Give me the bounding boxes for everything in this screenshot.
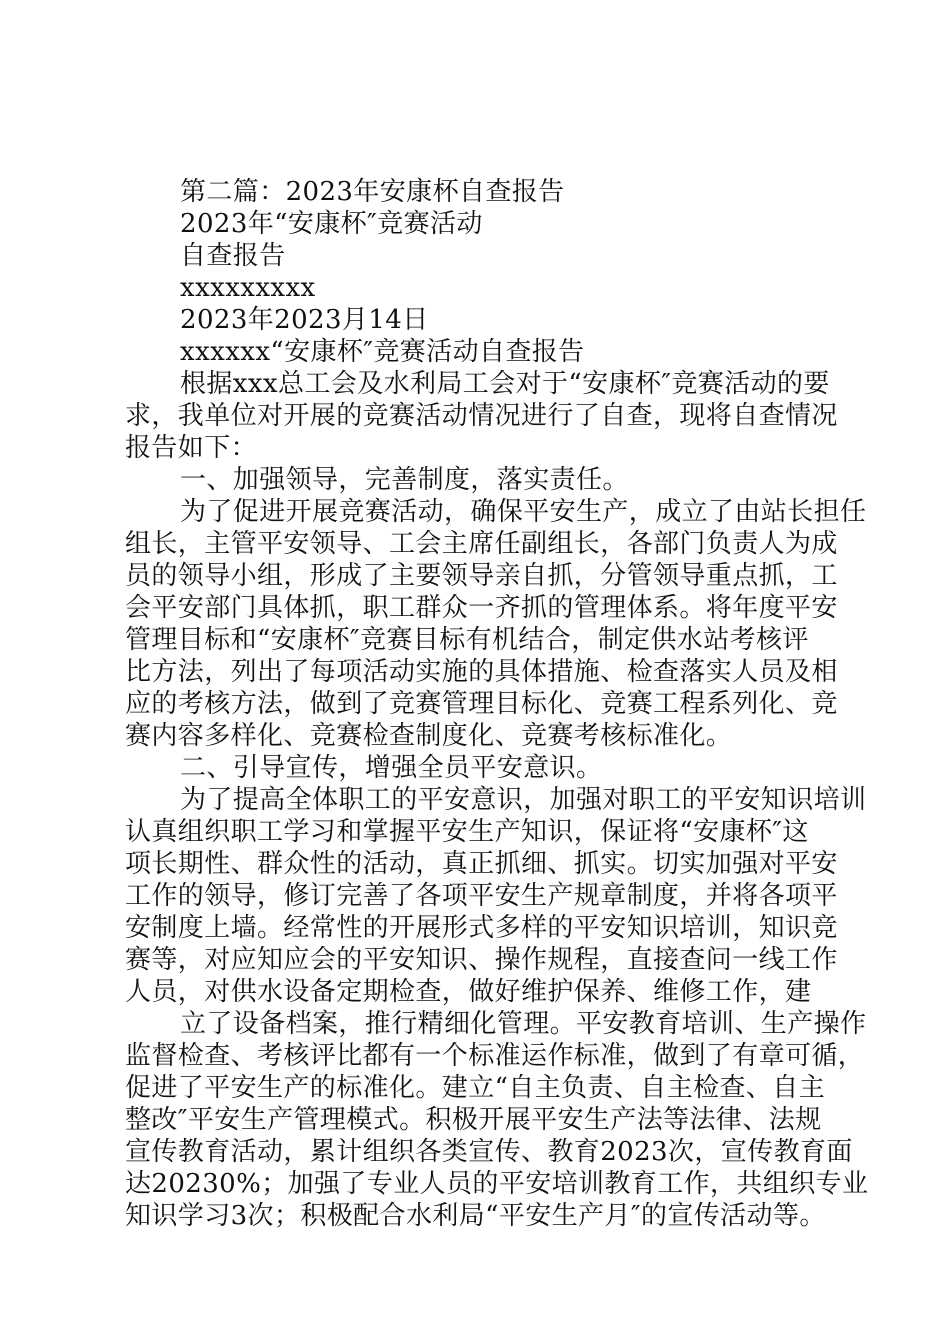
section1-line-5: 管理目标和“安康杯″竞赛目标有机结合，制定供水站考核评 <box>125 625 809 655</box>
section2-line-4: 工作的领导，修订完善了各项平安生产规章制度，并将各项平 <box>125 881 838 911</box>
section2-line-11: 整改″平安生产管理模式。积极开展平安生产法等法律、法规 <box>125 1105 822 1135</box>
section1-line-7: 应的考核方法，做到了竞赛管理目标化、竞赛工程系列化、竞 <box>125 689 838 719</box>
section-heading-1: 一、加强领导，完善制度，落实责任。 <box>180 465 629 495</box>
section-heading-2: 二、引导宣传，增强全员平安意识。 <box>180 753 603 783</box>
section2-line-9: 监督检查、考核评比都有一个标准运作标准，做到了有章可循， <box>125 1041 865 1071</box>
report-title-line-1: 2023年“安康杯″竞赛活动 <box>180 209 483 239</box>
section2-line-5: 安制度上墙。经常性的开展形式多样的平安知识培训，知识竞 <box>125 913 838 943</box>
section2-line-14: 知识学习3次；积极配合水利局“平安生产月″的宣传活动等。 <box>125 1201 826 1231</box>
section2-line-12: 宣传教育活动，累计组织各类宣传、教育2023次，宣传教育面 <box>125 1137 853 1167</box>
section1-line-1: 为了促进开展竞赛活动，确保平安生产，成立了由站长担任 <box>180 497 867 527</box>
intro-line-2: 求，我单位对开展的竞赛活动情况进行了自查，现将自查情况 <box>125 401 838 431</box>
report-date: 2023年2023月14日 <box>180 305 429 335</box>
intro-line-3: 报告如下： <box>125 433 258 463</box>
section2-line-7: 人员，对供水设备定期检查，做好维护保养、维修工作，建 <box>125 977 812 1007</box>
section1-line-6: 比方法，列出了每项活动实施的具体措施、检查落实人员及相 <box>125 657 838 687</box>
report-heading: xxxxxx“安康杯″竞赛活动自查报告 <box>180 337 585 367</box>
section2-line-1: 为了提高全体职工的平安意识，加强对职工的平安知识培训 <box>180 785 867 815</box>
section1-line-2: 组长，主管平安领导、工会主席任副组长，各部门负责人为成 <box>125 529 838 559</box>
section1-line-8: 赛内容多样化、竞赛检查制度化、竞赛考核标准化。 <box>125 721 733 751</box>
section2-line-6: 赛等，对应知应会的平安知识、操作规程，直接查问一线工作 <box>125 945 838 975</box>
section1-line-3: 员的领导小组，形成了主要领导亲自抓，分管领导重点抓，工 <box>125 561 838 591</box>
section2-line-2: 认真组织职工学习和掌握平安生产知识，保证将“安康杯″这 <box>125 817 809 847</box>
chapter-title: 第二篇：2023年安康杯自查报告 <box>180 177 565 207</box>
section2-line-8: 立了设备档案，推行精细化管理。平安教育培训、生产操作 <box>180 1009 867 1039</box>
report-title-line-2: 自查报告 <box>180 241 286 271</box>
section1-line-4: 会平安部门具体抓，职工群众一齐抓的管理体系。将年度平安 <box>125 593 838 623</box>
intro-line-1: 根据xxx总工会及水利局工会对于“安康杯″竞赛活动的要 <box>180 369 830 399</box>
section2-line-10: 促进了平安生产的标准化。建立“自主负责、自主检查、自主 <box>125 1073 826 1103</box>
section2-line-13: 达20230%；加强了专业人员的平安培训教育工作，共组织专业 <box>125 1169 869 1199</box>
report-unit: xxxxxxxxx <box>180 273 316 303</box>
section2-line-3: 项长期性、群众性的活动，真正抓细、抓实。切实加强对平安 <box>125 849 838 879</box>
